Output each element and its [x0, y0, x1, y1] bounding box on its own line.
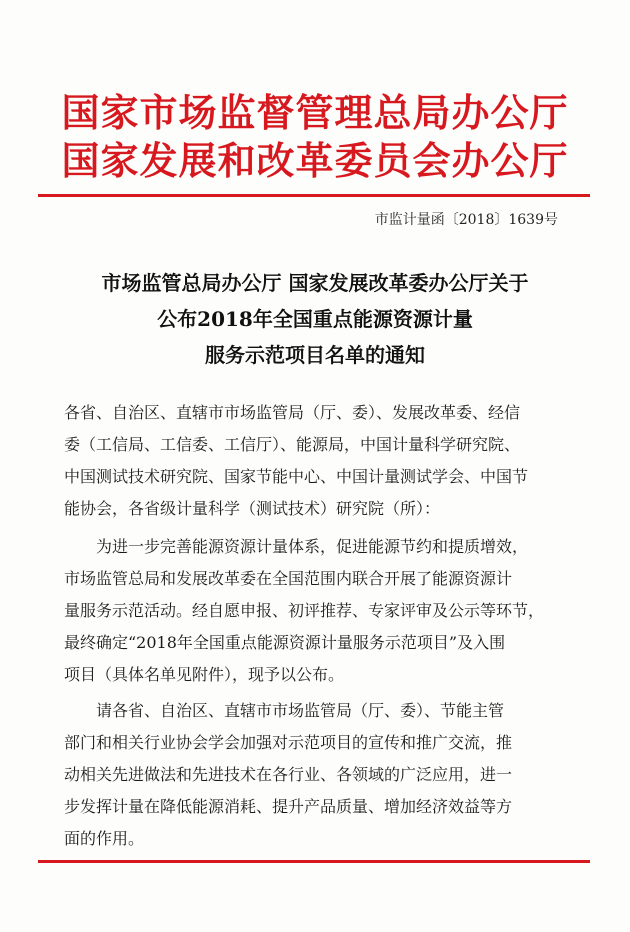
body-line: 步发挥计量在降低能源消耗、提升产品质量、增加经济效益等方 [64, 797, 513, 816]
body-line: 量服务示范活动。经自愿申报、初评推荐、专家评审及公示等环节， [64, 601, 545, 620]
body-line: 请各省、自治区、直辖市市场监管局（厅、委）、节能主管 [96, 701, 505, 720]
title-line-1: 市场监管总局办公厅 国家发展改革委办公厅关于 [101, 271, 529, 295]
body-line: 面的作用。 [64, 829, 145, 848]
body-line: 委（工信局、工信委、工信厅）、能源局，中国计量科学研究院、 [64, 435, 521, 454]
title-line-3: 服务示范项目名单的通知 [205, 343, 425, 367]
body-line: 市场监管总局和发展改革委在全国范围内联合开展了能源资源计 [64, 569, 513, 588]
red-divider-top [38, 194, 590, 197]
body-line: 为进一步完善能源资源计量体系，促进能源节约和提质增效， [96, 537, 529, 556]
issuer-line-2: 国家发展和改革委员会办公厅 [61, 138, 569, 183]
red-divider-bottom [38, 860, 590, 863]
issuer-line-1: 国家市场监督管理总局办公厅 [61, 90, 569, 135]
body-line: 中国测试技术研究院、国家节能中心、中国计量测试学会、中国节 [64, 467, 529, 486]
body-line: 部门和相关行业协会学会加强对示范项目的宣传和推广交流，推 [64, 733, 513, 752]
document-number: 市监计量函〔2018〕1639号 [374, 212, 558, 228]
title-line-2: 公布2018年全国重点能源资源计量 [157, 307, 473, 331]
body-line: 动相关先进做法和先进技术在各行业、各领域的广泛应用，进一 [64, 765, 513, 784]
body-line: 最终确定“2018年全国重点能源资源计量服务示范项目”及入围 [64, 633, 506, 652]
body-line: 各省、自治区、直辖市市场监管局（厅、委）、发展改革委、经信 [64, 403, 521, 422]
body-line: 能协会，各省级计量科学（测试技术）研究院（所）： [64, 499, 441, 518]
body-line: 项目（具体名单见附件），现予以公布。 [64, 665, 345, 684]
